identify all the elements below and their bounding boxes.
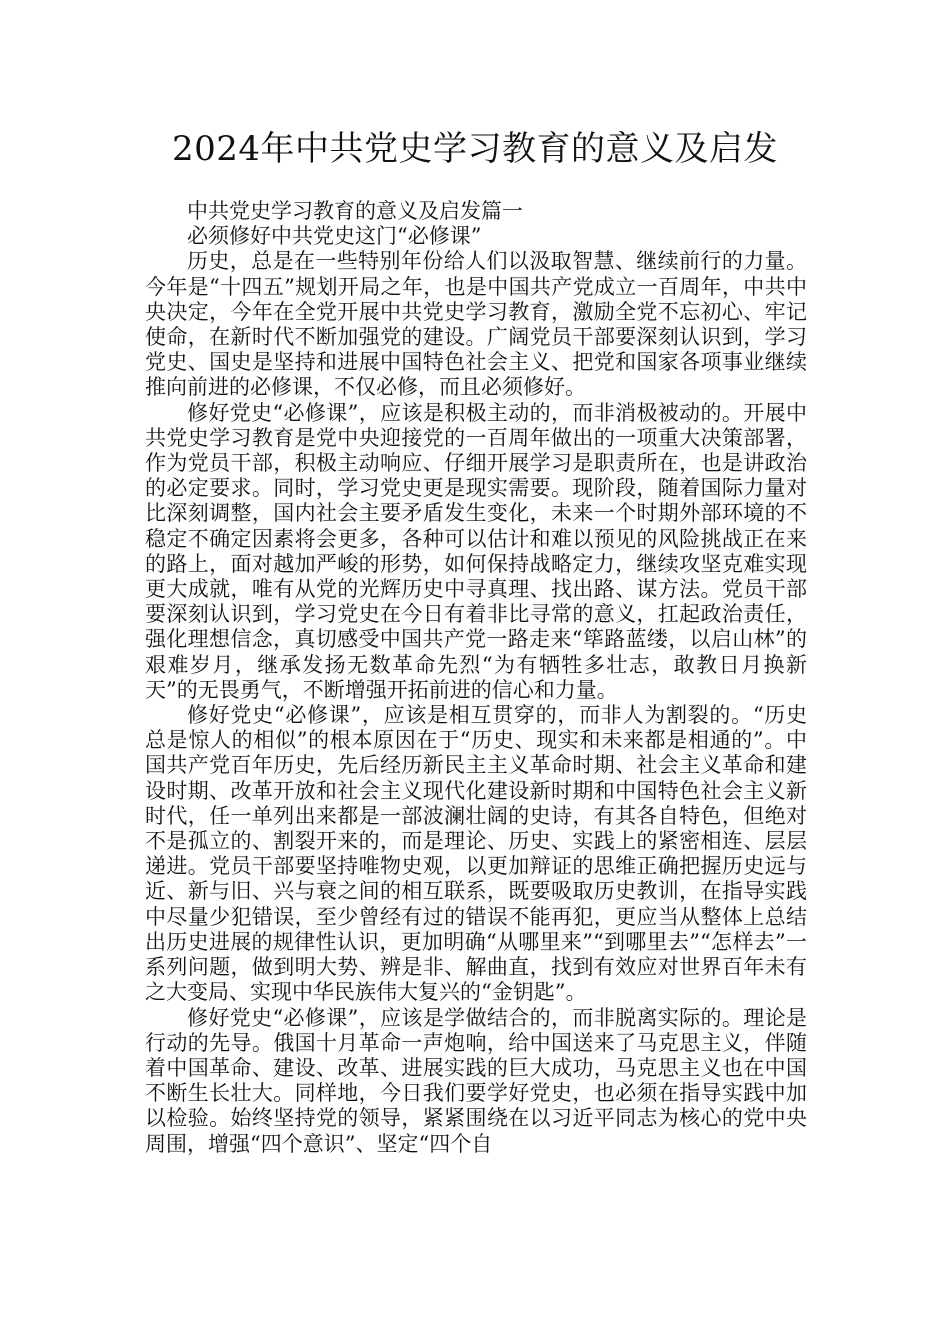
document-title: 2024年中共党史学习教育的意义及启发 — [171, 129, 779, 169]
article-heading: 必须修好中共党史这门“必修课” — [187, 224, 482, 249]
body-paragraph: 修好党史“必修课”，应该是学做结合的，而非脱离实际的。理论是行动的先导。俄国十月革命一声炮响，给中国送来了马克思主义，伴随着中国革命、建设、改革、进展实践的巨大成功，马克思主义也在中国不断生长壮大。同样地，今日我们要学好党史，也必须在指导实践中加以检验。始终坚持党的领导，紧紧围绕在以习近平同志为核心的党中央周围，增强“四个意识”、坚定“四个自 — [145, 1005, 807, 1156]
body-paragraph: 修好党史“必修课”，应该是相互贯穿的，而非人为割裂的。“历史总是惊人的相似”的根本原因在于“历史、现实和未来都是相通的”。中国共产党百年历史，先后经历新民主主义革命时期、社会主义革命和建设时期、改革开放和社会主义现代化建设新时期和中国特色社会主义新时代，任一单列出来都是一部波澜壮阔的史诗，有其各自特色，但绝对不是孤立的、割裂开来的，而是理论、历史、实践上的紧密相连、层层递进。党员干部要坚持唯物史观，以更加辩证的思维正确把握历史远与近、新与旧、兴与衰之间的相互联系，既要吸取历史教训，在指导实践中尽量少犯错误，至少曾经有过的错误不能再犯，更应当从整体上总结出历史进展的规律性认识，更加明确“从哪里来”“到哪里去”“怎样去”一系列问题，做到明大势、辨是非、解曲直，找到有效应对世界百年未有之大变局、实现中华民族伟大复兴的“金钥匙”。 — [145, 703, 807, 1005]
section-heading: 中共党史学习教育的意义及启发篇一 — [187, 199, 523, 223]
document-body — [145, 199, 807, 1157]
body-paragraph: 历史，总是在一些特别年份给人们以汲取智慧、继续前行的力量。今年是“十四五”规划开局之年，也是中国共产党成立一百周年，中共中央决定，今年在全党开展中共党史学习教育，激励全党不忘初心、牢记使命，在新时代不断加强党的建设。广阔党员干部要深刻认识到，学习党史、国史是坚持和进展中国特色社会主义、把党和国家各项事业继续推向前进的必修课，不仅必修，而且必须修好。 — [145, 249, 807, 400]
body-paragraph: 修好党史“必修课”，应该是积极主动的，而非消极被动的。开展中共党史学习教育是党中央迎接党的一百周年做出的一项重大决策部署，作为党员干部，积极主动响应、仔细开展学习是职责所在，也是讲政治的必定要求。同时，学习党史更是现实需要。现阶段，随着国际力量对比深刻调整，国内社会主要矛盾发生变化，未来一个时期外部环境的不稳定不确定因素将会更多，各种可以估计和难以预见的风险挑战正在来的路上，面对越加严峻的形势，如何保持战略定力，继续攻坚克难实现更大成就，唯有从党的光辉历史中寻真理、找出路、谋方法。党员干部要深刻认识到，学习党史在今日有着非比寻常的意义，扛起政治责任，强化理想信念，真切感受中国共产党一路走来“筚路蓝缕，以启山林”的艰难岁月，继承发扬无数革命先烈“为有牺牲多壮志，敢教日月换新天”的无畏勇气，不断增强开拓前进的信心和力量。 — [145, 400, 807, 702]
